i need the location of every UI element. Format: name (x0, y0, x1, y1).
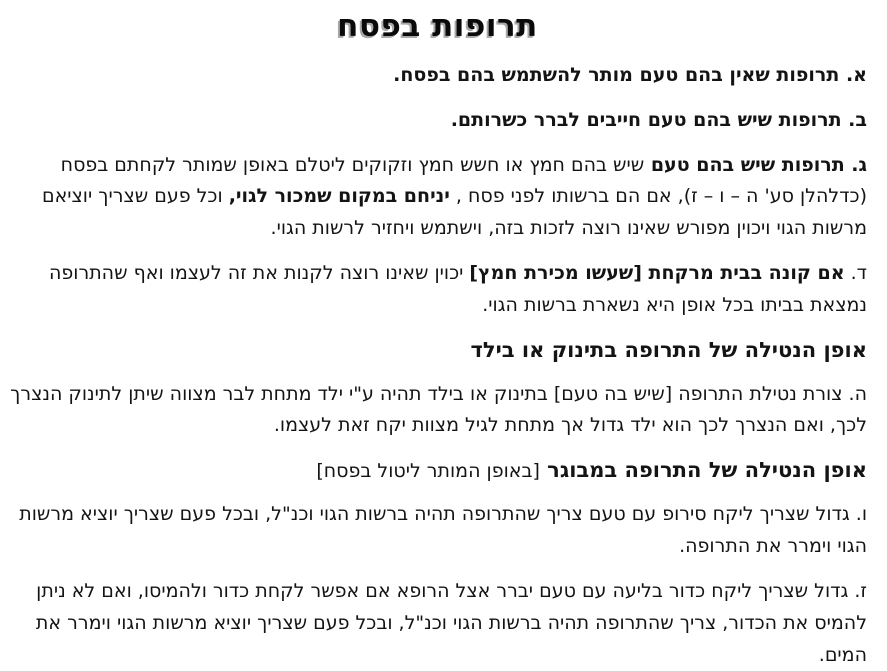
halacha-rule-line (8, 105, 867, 136)
halacha-paragraph (8, 499, 867, 563)
halacha-paragraph (8, 258, 867, 322)
text-run: ה. צורת נטילת התרופה [שיש בה טעם] בתינוק או בילד תהיה ע"י ילד מתחת לבר מצווה שיתן לתינוק הנצרך לכך, ואם הנצרך לכך הוא ילד גדול אך מתחת לגיל מצוות יקח זאת לעצמו. (10, 382, 867, 437)
text-run: ד. (844, 262, 867, 285)
halacha-paragraph (8, 150, 867, 246)
halacha-paragraph (8, 576, 867, 671)
halacha-paragraph (8, 379, 867, 443)
text-run: [באופן המותר ליטול בפסח] (316, 460, 540, 483)
text-run: ו. גדול שצריך ליקח סירופ עם טעם צריך שהתרופה תהיה ברשות הגוי וכנ"ל, ובכל פעם שצריך יוציא מרשות הגוי וימרר את התרופה. (19, 502, 867, 557)
text-run: ב. תרופות שיש בהם טעם חייבים לברר כשרותם. (450, 108, 867, 131)
text-run: יכוין שאינו רוצה לקנות את זה לעצמו ואף שהתרופה נמצאת בביתו בכל אופן היא נשארת ברשות הגוי. (49, 262, 867, 317)
text-run: אופן הנטילה של התרופה במבוגר (539, 458, 867, 483)
section-heading (8, 335, 867, 367)
text-run: שיש בהם חמץ או חשש חמץ וזקוקים ליטלם באופן שמותר לקחתם בפסח (כדלהלן סע' ה – ו – ז), אם הם ברשותו לפני פסח , (60, 153, 867, 208)
halacha-rule-line (8, 60, 867, 91)
text-run: א. תרופות שאין בהם טעם מותר להשתמש בהם בפסח. (393, 64, 867, 86)
text-run: ז. גדול שצריך ליקח כדור בליעה עם טעם יברר אצל הרופא אם אפשר לקחת כדור ולהמיסו, ואם לא ניתן להמיס את הכדור, צריך שהתרופה תהיה ברשות הגוי וכנ"ל, ובכל פעם שצריך יוציא מרשות הגוי וימרר את המים. (35, 579, 867, 666)
text-run: ג. תרופות שיש בהם טעם (644, 153, 867, 176)
text-run: אם קונה בבית מרקחת [שעשו מכירת חמץ] (469, 262, 845, 285)
text-run: יניחם במקום שמכור לגוי, (228, 185, 450, 208)
text-run: אופן הנטילה של התרופה בתינוק או בילד (470, 338, 867, 363)
document-body (8, 60, 867, 671)
text-run: וכל פעם שצריך יוציאם מרשות הגוי ויכוין מפורש שאינו רוצה לזכות בזה, וישתמש ויחזיר לרשות הגוי. (41, 185, 867, 240)
page-title: תרופות בפסח (337, 8, 538, 44)
section-heading (8, 455, 867, 487)
